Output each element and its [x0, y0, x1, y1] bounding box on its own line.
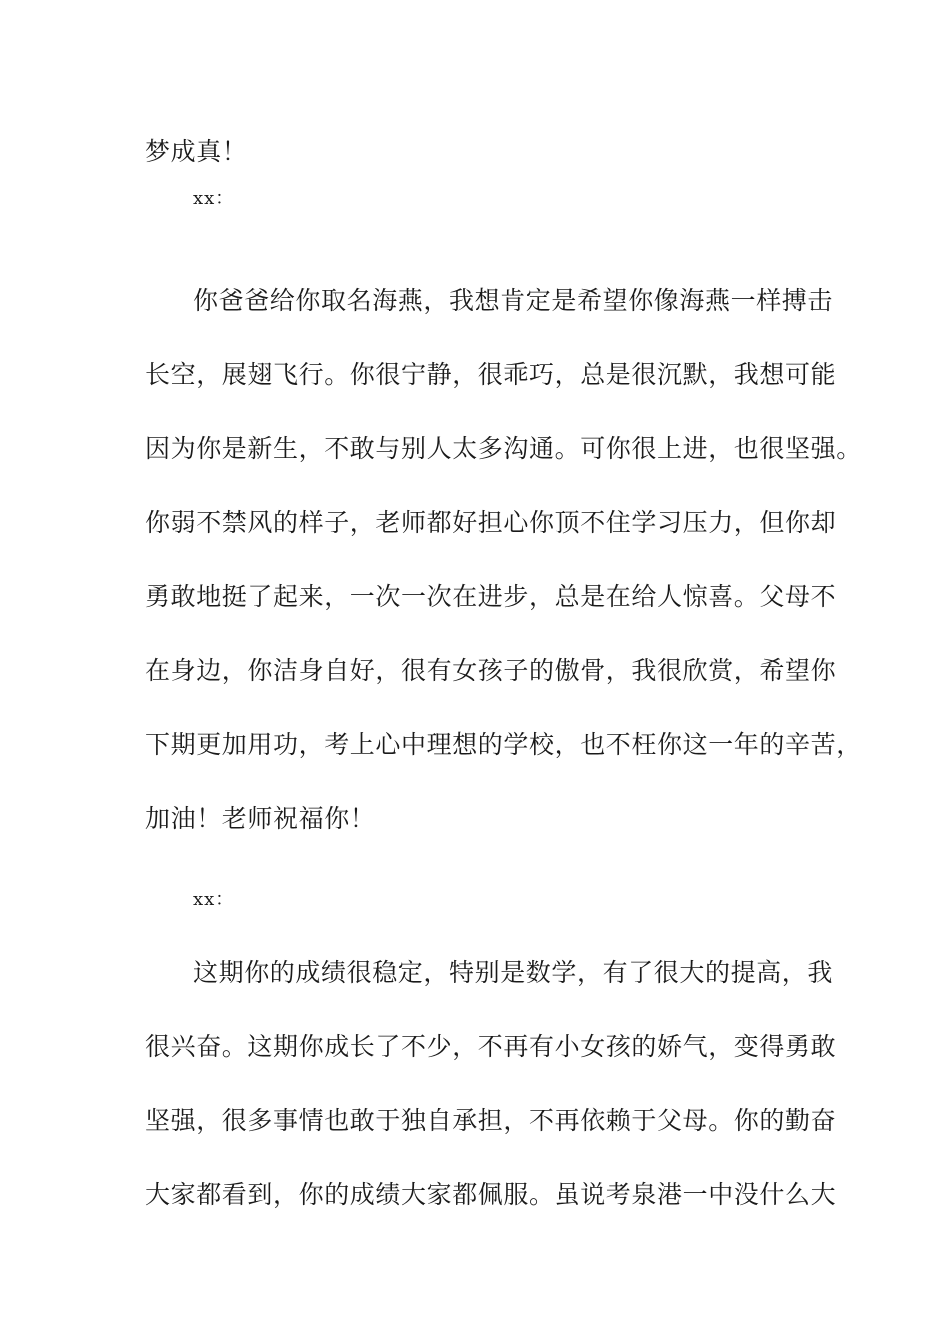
letter-1-line-2: 长空，展翅飞行。你很宁静，很乖巧，总是很沉默，我想可能 — [145, 360, 837, 389]
letter-2-line-1: 这期你的成绩很稳定，特别是数学，有了很大的提高，我 — [193, 958, 834, 987]
letter-1-line-7: 下期更加用功，考上心中理想的学校，也不枉你这一年的辛苦， — [145, 730, 862, 759]
continuation-text: 梦成真！ — [145, 137, 248, 166]
letter-2-line-2: 很兴奋。这期你成长了不少，不再有小女孩的娇气，变得勇敢 — [145, 1032, 837, 1061]
letter-2-line-3: 坚强，很多事情也敢于独自承担，不再依赖于父母。你的勤奋 — [145, 1106, 837, 1135]
letter-1-line-8: 加油！老师祝福你！ — [145, 804, 376, 833]
letter-1-line-5: 勇敢地挺了起来，一次一次在进步，总是在给人惊喜。父母不 — [145, 582, 837, 611]
letter-1-line-6: 在身边，你洁身自好，很有女孩子的傲骨，我很欣赏，希望你 — [145, 656, 837, 685]
letter-1-line-1: 你爸爸给你取名海燕，我想肯定是希望你像海燕一样搏击 — [193, 286, 834, 315]
letter-1-line-3: 因为你是新生，不敢与别人太多沟通。可你很上进，也很坚强。 — [145, 434, 862, 463]
salutation-2: xx： — [193, 889, 235, 910]
letter-2-line-4: 大家都看到，你的成绩大家都佩服。虽说考泉港一中没什么大 — [145, 1180, 837, 1209]
salutation-1: xx： — [193, 188, 235, 209]
letter-1-line-4: 你弱不禁风的样子，老师都好担心你顶不住学习压力，但你却 — [145, 508, 837, 537]
